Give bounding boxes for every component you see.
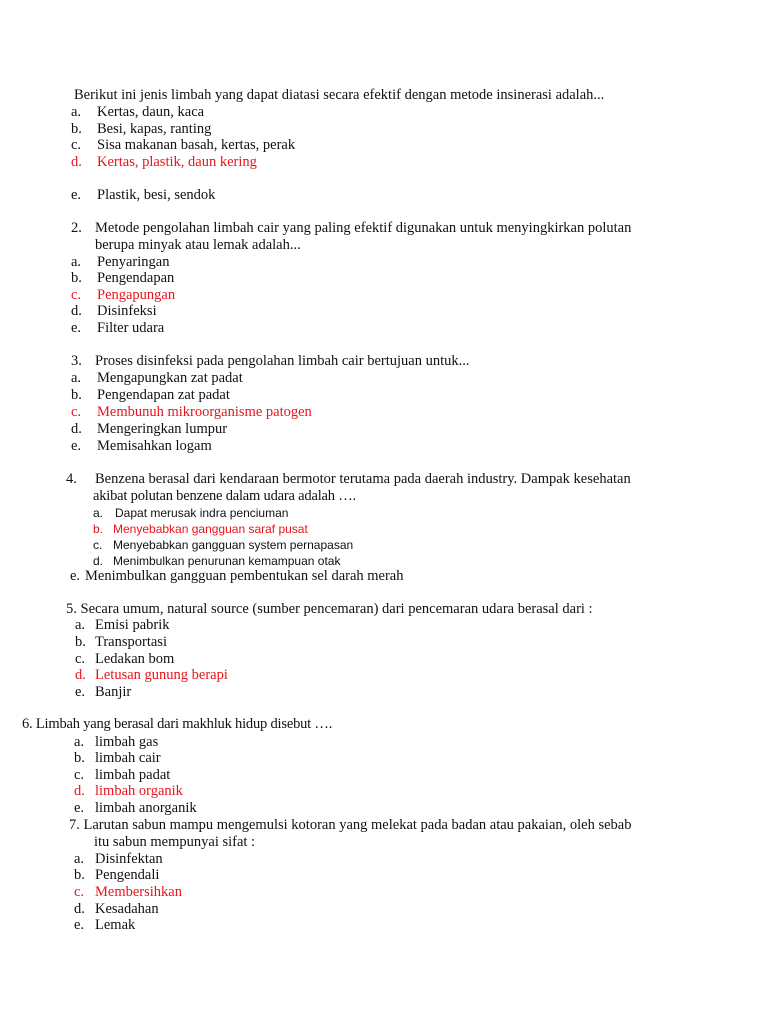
q7-question-line1: 7. Larutan sabun mampu mengemulsi kotoran yang melekat pada badan atau pakaian, oleh sebab [69, 817, 632, 833]
q6-question: 6. Limbah yang berasal dari makhluk hidup disebut …. [22, 716, 333, 732]
q5-question: 5. Secara umum, natural source (sumber pencemaran) dari pencemaran udara berasal dari : [66, 601, 593, 617]
document-page: Berikut ini jenis limbah yang dapat diatasi secara efektif dengan metode insinerasi adalah... a. Kertas, daun, kaca b. Besi, kapas, ranting c. Sisa makanan basah, kertas, perak d. Kertas, plastik, daun kering e. Plastik, besi, sendok 2. Metode pengolahan limbah cair yang paling efektif digunakan untuk menyingkirkan polutan berupa minyak atau lemak adalah... a. Penyaringan b. Pengendapan c. Pengapungan d. Disinfeksi e. Filter udara 3. Proses disinfeksi pada pengolahan limbah cair bertujuan untuk... a. Mengapungkan zat padat b. Pengendapan zat padat c. Membunuh mikroorganisme patogen d. Mengeringkan lumpur e. Memisahkan logam 4. Benzena berasal dari kendaraan bermotor terutama pada daerah industry. Dampak kesehatan akibat polutan benzene dalam udara adalah …. a. Dapat merusak indra penciuman b. Menyebabkan gangguan saraf pusat c. Menyebabkan gangguan system pernapasan d. Menimbulkan penurunan kemampuan otak e. Menimbulkan gangguan pembentukan sel darah merah 5. Secara umum, natural source (sumber pencemaran) dari pencemaran udara berasal dari : a. Emisi pabrik b. Transportasi c. Ledakan bom d. Letusan gunung berapi e. Banjir 6. Limbah yang berasal dari makhluk hidup disebut …. a. limbah gas b. limbah cair c. limbah padat d. limbah organik e. limbah anorganik 7. Larutan sabun mampu mengemulsi kotoran yang melekat pada badan atau pakaian, oleh sebab itu sabun mempunyai sifat : a. Disinfektan b. Pengendali c. Membersihkan d. Kesadahan e. Lemak [22, 87, 632, 933]
q1-question: Berikut ini jenis limbah yang dapat diatasi secara efektif dengan metode insinerasi adalah... [74, 87, 605, 103]
q2-question-line2: berupa minyak atau lemak adalah... [95, 237, 301, 253]
q4-question-line2: akibat polutan benzene dalam udara adalah …. [93, 488, 356, 504]
q7-question-line2: itu sabun mempunyai sifat : [94, 834, 256, 850]
